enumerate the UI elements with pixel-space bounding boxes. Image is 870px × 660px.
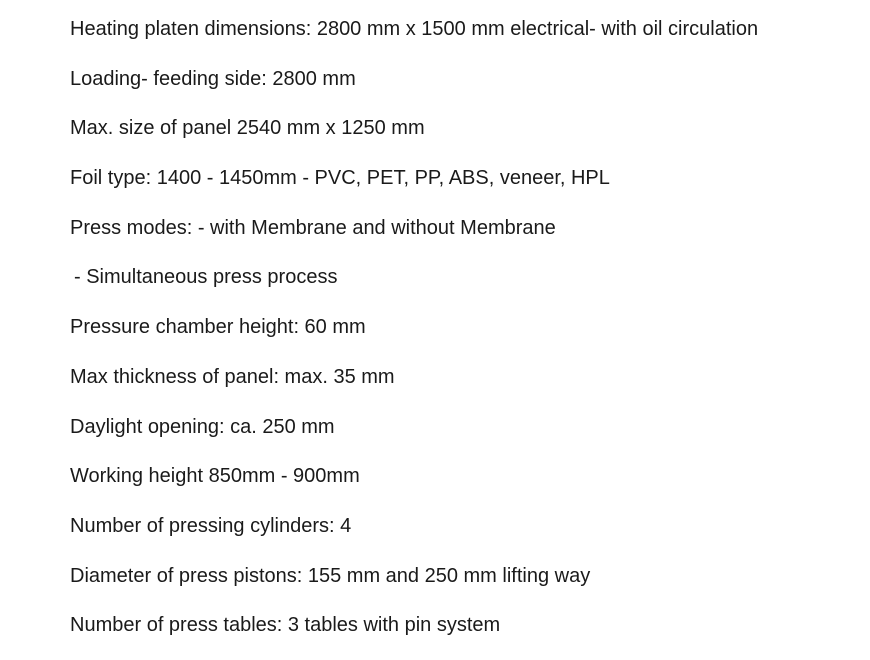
spec-max-panel-size: Max. size of panel 2540 mm x 1250 mm (70, 117, 425, 140)
spec-loading-side: Loading- feeding side: 2800 mm (70, 67, 356, 90)
spec-press-modes-continued: - Simultaneous press process (74, 266, 338, 289)
spec-max-thickness: Max thickness of panel: max. 35 mm (70, 365, 395, 388)
spec-pressure-chamber-height: Pressure chamber height: 60 mm (70, 316, 366, 339)
spec-working-height: Working height 850mm - 900mm (70, 465, 360, 488)
spec-pressing-cylinders: Number of pressing cylinders: 4 (70, 514, 352, 537)
spec-daylight-opening: Daylight opening: ca. 250 mm (70, 415, 335, 438)
spec-piston-diameter: Diameter of press pistons: 155 mm and 250 mm lifting way (70, 564, 591, 587)
spec-press-tables: Number of press tables: 3 tables with pin system (70, 614, 501, 637)
spec-foil-type: Foil type: 1400 - 1450mm - PVC, PET, PP, ABS, veneer, HPL (70, 167, 610, 190)
spec-press-modes: Press modes: - with Membrane and without Membrane (70, 216, 556, 239)
spec-list (70, 14, 860, 660)
spec-heating-platen: Heating platen dimensions: 2800 mm x 1500 mm electrical- with oil circulation (70, 18, 759, 40)
